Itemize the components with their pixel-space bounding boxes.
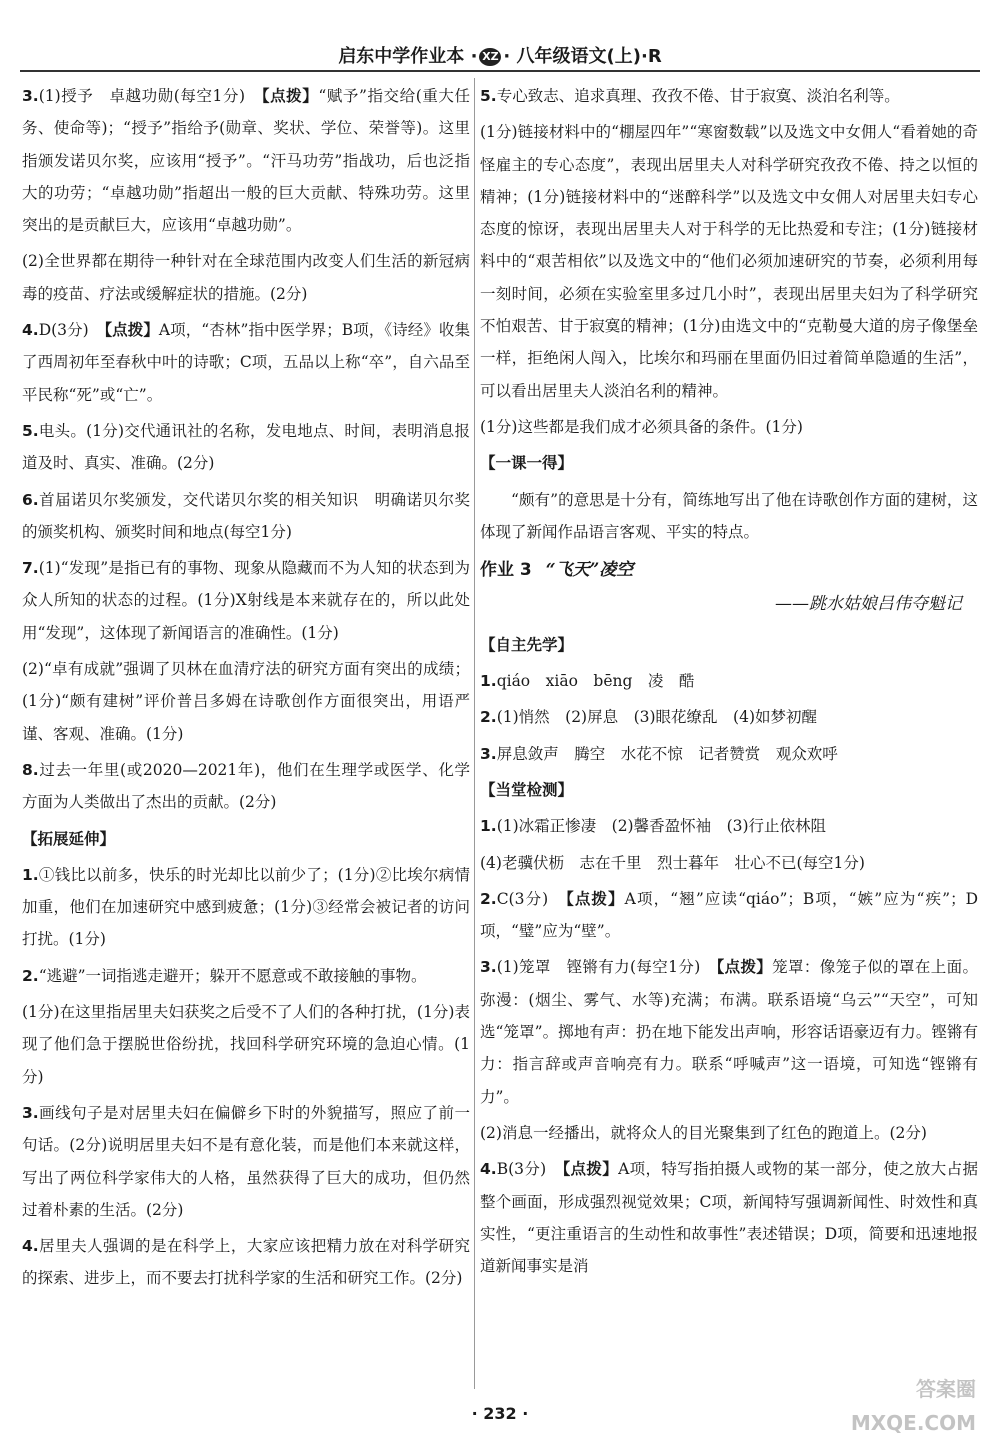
answer-item: 4.居里夫人强调的是在科学上，大家应该把精力放在对科学研究的探索、进步上，而不要去打扰科学家的生活和研究工作。(2分) xyxy=(22,1237,470,1288)
answer-subitem: (4)老骥伏枥 志在千里 烈士暮年 壮心不已(每空1分) xyxy=(480,853,865,872)
answer-subitem: (2)“卓有成就”强调了贝林在血清疗法的研究方面有突出的成绩；(1分)“颇有建树”评价普吕多姆在诗歌创作方面很突出，用语严谨、客观、准确。(1分) xyxy=(22,660,470,743)
answer-item: 5.电头。(1分)交代通讯社的名称，发电地点、时间，表明消息报道及时、真实、准确。(2分) xyxy=(22,421,470,473)
answer-subitem: (1分)这些都是我们成才必须具备的条件。(1分) xyxy=(480,417,803,436)
answer-item: 3.(1)笼罩 铿锵有力(每空1分) 【点拨】笼罩：像笼子似的罩在上面。弥漫：(烟尘、雾气、水等)充满；布满。联系语境“乌云”“天空”，可知选“笼罩”。掷地有声：扔在地下能发出声响，形容话语豪迈有力。铿锵有力：指言辞或声音响亮有力。联系“呼喊声”这一语境，可知选“铿锵有力”。 xyxy=(480,958,978,1106)
column-divider xyxy=(474,78,475,1389)
answer-subitem: (2)全世界都在期待一种针对在全球范围内改变人们生活的新冠病毒的疫苗、疗法或缓解症状的措施。(2分) xyxy=(22,252,470,303)
homework-subtitle: ——跳水姑娘吕伟夺魁记 xyxy=(775,594,962,615)
answer-item: 2.(1)悄然 (2)屏息 (3)眼花缭乱 (4)如梦初醒 xyxy=(480,708,818,727)
running-title: 启东中学作业本 · XZ · 八年级语文(上)·R xyxy=(338,46,662,67)
homework-title xyxy=(480,554,978,586)
right-column xyxy=(480,80,978,1391)
hint-label: 【点拨】 xyxy=(562,1160,619,1179)
answer-item: 4.D(3分) 【点拨】A项，“杏林”指中医学界；B项，《诗经》收集了西周初年至春秋中叶的诗歌；C项，五品以上称“卒”，自六品至平民称“死”或“亡”。 xyxy=(22,321,470,404)
homework-name: “飞天”凌空 xyxy=(545,560,634,581)
answer-item: 1.qiáo xiāo bēng 凌 酷 xyxy=(480,672,695,691)
answer-item: 5.专心致志、追求真理、孜孜不倦、甘于寂寞、淡泊名利等。 xyxy=(480,87,900,105)
answer-item: 1.①钱比以前多，快乐的时光却比以前少了；(1分)②比埃尔病情加重，他们在加速研究中感到疲惫；(1分)③经常会被记者的访问打扰。(1分) xyxy=(22,865,470,949)
answer-item: 3.画线句子是对居里夫妇在偏僻乡下时的外貌描写，照应了前一句话。(2分)说明居里夫妇不是有意化装，而是他们本来就这样，写出了两位科学家伟大的人格，虽然获得了巨大的成功，但仍然过着朴素的生活。(2分) xyxy=(22,1103,470,1219)
answer-item: 3.(1)授予 卓越功勋(每空1分) 【点拨】“赋予”指交给(重大任务、使命等)；“授予”指给予(勋章、奖状、学位、荣誉等)。这里指颁发诺贝尔奖，应该用“授予”。“汗马功劳”指战功，后也泛指大的功劳；“卓越功勋”指超出一般的巨大贡献、特殊功劳。这里突出的是贡献巨大，应该用“卓越功勋”。 xyxy=(22,87,470,235)
answer-item: 4.B(3分) 【点拨】A项，特写指拍摄人或物的某一部分，使之放大占据整个画面，形成强烈视觉效果；C项，新闻特写强调新闻性、时效性和真实性，“更注重语言的生动性和故事性”表述错误；D项，简要和迅速地报道新闻事实是消 xyxy=(480,1160,978,1276)
answer-item: 3.屏息敛声 腾空 水花不惊 记者赞赏 观众欢呼 xyxy=(480,744,838,763)
page-header xyxy=(20,0,980,72)
lesson-summary: “颇有”的意思是十分有，简练地写出了他在诗歌创作方面的建树，这体现了新闻作品语言客观、平实的特点。 xyxy=(480,490,978,541)
answer-subitem: (2)消息一经播出，就将众人的目光聚集到了红色的跑道上。(2分) xyxy=(480,1123,927,1142)
hint-label: 【点拨】 xyxy=(716,958,773,977)
left-column xyxy=(22,80,470,1391)
answer-item: 2.C(3分) 【点拨】A项，“翘”应读“qiáo”；B项，“嫉”应为“疾”；D项，“璧”应为“壁”。 xyxy=(480,889,978,941)
answer-item: 7.(1)“发现”是指已有的事物、现象从隐藏而不为人知的状态到为众人所知的状态的过程。(1分)X射线是本来就存在的，所以此处用“发现”，这体现了新闻语言的准确性。(1分) xyxy=(22,559,470,642)
hint-label: 【点拨】 xyxy=(261,87,319,105)
homework-label: 作业 3 xyxy=(480,560,532,581)
answer-item: 1.(1)冰霜正惨凄 (2)馨香盈怀袖 (3)行止依林阻 xyxy=(480,817,827,836)
section-heading: 【当堂检测】 xyxy=(480,780,574,799)
publisher-logo-icon: XZ xyxy=(479,48,501,66)
page-number: · 232 · xyxy=(471,1404,529,1423)
site-watermark: 答案圈 MXQE.COM xyxy=(850,1377,976,1435)
section-heading: 【自主先学】 xyxy=(480,635,574,654)
book-title: 启东中学作业本 xyxy=(338,46,465,67)
answer-item: 2.“逃避”一词指逃走避开；躲开不愿意或不敢接触的事物。 xyxy=(22,966,427,985)
section-heading: 【拓展延伸】 xyxy=(22,829,116,848)
answer-item: 8.过去一年里(或2020—2021年)，他们在生理学或医学、化学方面为人类做出了杰出的贡献。(2分) xyxy=(22,760,470,812)
answer-subitem: (1分)链接材料中的“棚屋四年”“寒窗数载”以及选文中女佣人“看着她的奇怪雇主的专心态度”，表现出居里夫人对科学研究孜孜不倦、持之以恒的精神；(1分)链接材料中的“迷醉科学”以及选文中女佣人对居里夫妇专心态度的惊讶，表现出居里夫人对于科学的无比热爱和专注；(1分)链接材料中的“艰苦相依”以及选文中的“他们必须加速研究的节奏，必须利用每一刻时间，必须在实验室里多过几小时”，表现出居里夫妇为了科学研究不怕艰苦、甘于寂寞的精神；(1分)由选文中的“克勒曼大道的房子像堡垒一样，拒绝闲人闯入，比埃尔和玛丽在里面仍旧过着简单隐遁的生活”，可以看出居里夫人淡泊名利的精神。 xyxy=(480,123,978,400)
answer-subitem: (1分)在这里指居里夫妇获奖之后受不了人们的各种打扰，(1分)表现了他们急于摆脱世俗纷扰，找回科学研究环境的急迫心情。(1分) xyxy=(22,1003,470,1086)
hint-label: 【点拨】 xyxy=(104,321,159,340)
section-heading: 【一课一得】 xyxy=(480,454,574,473)
answer-item: 6.首届诺贝尔奖颁发，交代诺贝尔奖的相关知识 明确诺贝尔奖的颁奖机构、颁奖时间和地点(每空1分) xyxy=(22,490,470,541)
hint-label: 【点拨】 xyxy=(565,889,625,908)
book-subtitle: 八年级语文(上)·R xyxy=(516,46,662,67)
